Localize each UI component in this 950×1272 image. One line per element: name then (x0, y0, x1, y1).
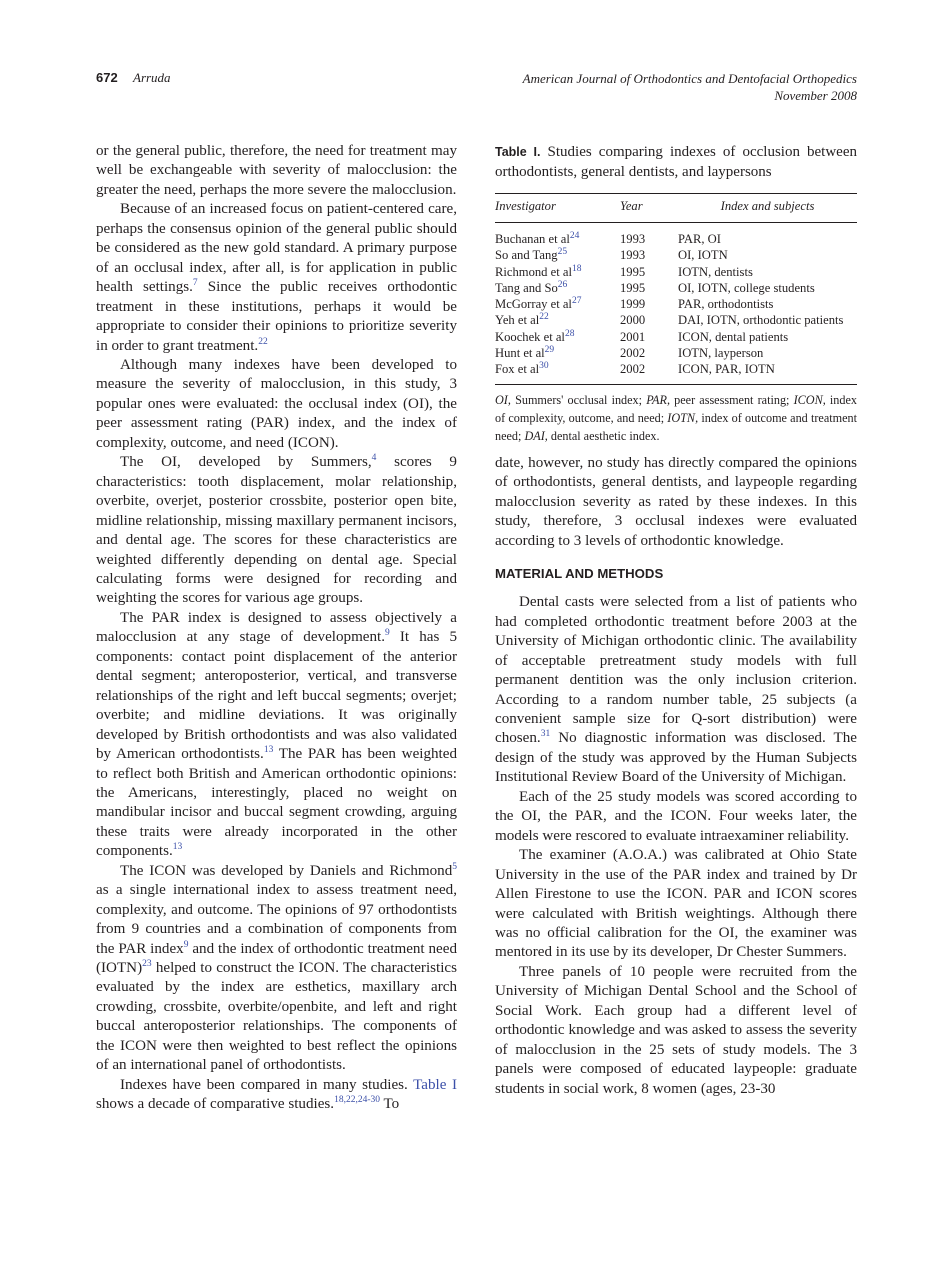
citation[interactable]: 27 (571, 296, 582, 306)
table-row (495, 329, 857, 345)
table-1 (495, 142, 857, 445)
citation[interactable]: 4 (371, 453, 377, 464)
paragraph: date, however, no study has directly compared the opinions of orthodontists, general dentists, and laypeople regarding malocclusion severity as rated by these indexes. In this study, therefore, 3 occlusal indexes were evaluated according to 3 levels of orthodontic knowledge. (495, 455, 857, 549)
table-label: Table I. (495, 145, 541, 159)
page-number: 672 (96, 70, 118, 85)
cell-year: 2000 (620, 313, 646, 328)
paragraph: Three panels of 10 people were recruited from the University of Michigan Dental School and the School of Social Work. Each group had a different level of orthodontic knowledge and was asked to assess the severity of malocclusion in the 25 sets of study models. The 3 panels were composed of educated laypeople: graduate students in social work, 8 women (ages, 23-30 (495, 963, 857, 1097)
table-row (495, 247, 857, 263)
table-footnote: OI, Summers' occlusal index; PAR, peer assessment rating; ICON, index of complexity, outcome, and need; IOTN, index of outcome and treatment need; DAI, dental aesthetic index. (495, 392, 857, 443)
citation[interactable]: 5 (452, 861, 457, 872)
paragraph: The ICON was developed by Daniels and Richmond$^5$ as a single international index to assess treatment need, complexity, and outcome. The opinions of 97 orthodontists from 9 countries and a combination of components from the PAR index$^9$ and the index of orthodontic treatment need (IOTN)$^{23}$ helped to construct the ICON. The characteristics evaluated by the index are esthetics, maxillary arch crowding, crossbite, overbite/openbite, and left and right buccal anteroposterior relationships. The components of the ICON were then weighted to best reflect the opinions of an international panel of orthodontists. (96, 861, 457, 1074)
cell-investigator: Koochek et al$^{28}$ (495, 328, 575, 344)
cell-investigator: Richmond et al$^{18}$ (495, 263, 582, 279)
table-row (495, 280, 857, 296)
citation[interactable]: 7 (192, 278, 198, 289)
paragraph: The PAR index is designed to assess objectively a malocclusion at any stage of development.$^9$ It has 5 components: contact point displacement of the anterior dental segment; anteroposterior, vertical, and transverse relationships of the right and left buccal segments; overjet; overbite; and midline deviations. It was originally developed by British orthodontists and was also validated by American orthodontists.$^{13}$ The PAR has been weighted to reflect both British and American orthodontic opinions: the Americans, interestingly, placed no weight on mandibular incisor and buccal segment crowding, arguing these traits were already incorporated in the other components.$^{13}$ (96, 609, 457, 860)
journal-title (523, 70, 857, 104)
cell-index: PAR, OI (678, 232, 721, 246)
section-heading: MATERIAL AND METHODS (495, 566, 664, 582)
citation[interactable]: 23 (142, 959, 152, 969)
cell-year: 2002 (620, 346, 646, 361)
cell-year: 1995 (620, 280, 646, 295)
table-row (495, 223, 857, 248)
right-column (495, 454, 857, 1099)
table-row (495, 264, 857, 280)
running-author: Arruda (133, 70, 171, 85)
cell-year: 1993 (620, 248, 646, 263)
table-row (495, 312, 857, 328)
citation[interactable]: 9 (183, 939, 189, 950)
cell-index: OI, IOTN, college students (678, 280, 815, 295)
cell-year: 1993 (620, 232, 646, 246)
citation[interactable]: 9 (385, 628, 390, 639)
header-year: Year (620, 194, 678, 223)
cell-investigator: Buchanan et al$^{24}$ (495, 230, 580, 246)
cell-year: 2001 (620, 329, 646, 344)
citation[interactable]: 13 (263, 745, 274, 756)
running-header (96, 70, 857, 110)
cell-investigator: McGorray et al$^{27}$ (495, 296, 582, 312)
cell-index: ICON, dental patients (678, 329, 789, 344)
cell-index: OI, IOTN (678, 248, 728, 263)
header-index: Index and subjects (678, 194, 857, 223)
citation[interactable]: 25 (557, 247, 568, 258)
cell-year: 1995 (620, 264, 646, 279)
paragraph: Indexes have been compared in many studies. Table I shows a decade of comparative studies.$^{18,22,24-30}$ To (96, 1076, 458, 1113)
paragraph: The examiner (A.O.A.) was calibrated at Ohio State University in the use of the PAR index and trained by Dr Allen Firestone to use the ICON. PAR and ICON scores were calculated with British weightings. Although there was no official calibration for the OI, the examiner was mentored in its use by its developer, Dr Chester Summers. (495, 847, 857, 961)
table-row (495, 345, 857, 361)
table-row (495, 361, 857, 383)
cell-index: PAR, orthodontists (678, 297, 774, 312)
issue-date: November 2008 (774, 88, 857, 103)
table-caption: Table I. Studies comparing indexes of occlusion between orthodontists, general dentists, and laypersons (495, 144, 857, 180)
citation[interactable]: 24 (569, 230, 580, 241)
left-column (96, 142, 457, 1115)
table-link[interactable]: Table I (413, 1076, 458, 1093)
cell-index: IOTN, dentists (678, 264, 753, 279)
citation[interactable]: 31 (540, 729, 551, 740)
cell-year: 1999 (620, 297, 646, 312)
journal-name: American Journal of Orthodontics and Dentofacial Orthopedics (522, 71, 857, 86)
cell-investigator: Hunt et al$^{29}$ (495, 344, 555, 361)
cell-index: ICON, PAR, IOTN (678, 362, 775, 377)
cell-investigator: Yeh et al$^{22}$ (495, 312, 549, 328)
citation[interactable]: 22 (258, 336, 268, 347)
paragraph: Although many indexes have been developed to measure the severity of malocclusion, in this study, 3 popular ones were evaluated: the occlusal index (OI), the peer assessment rating (PAR) index, and the index of complexity, outcome, and need (ICON). (96, 356, 457, 451)
paragraph: Because of an increased focus on patient-centered care, perhaps the consensus opinion of the general public should be considered as the new gold standard. A primary purpose of an occlusal index, after all, is for application in public health settings.$^7$ Since the public receives orthodontic treatment in these institutions, perhaps it would be appropriate to consider their opinions to prioritize severity in order to grant treatment.$^{22}$ (96, 201, 457, 354)
table-row (495, 296, 857, 312)
citation[interactable]: 13 (172, 842, 183, 853)
studies-table (495, 193, 857, 384)
cell-index: DAI, IOTN, orthodontic patients (678, 313, 844, 328)
citation[interactable]: 22 (539, 312, 549, 323)
citation[interactable]: 29 (544, 344, 555, 355)
paragraph: or the general public, therefore, the need for treatment may well be exchangeable with severity of malocclusion: the greater the need, perhaps the more severe the malocclusion. (96, 143, 457, 198)
citation[interactable]: 18,22,24-30 (334, 1095, 380, 1106)
paragraph: Dental casts were selected from a list of patients who had completed orthodontic treatment before 2003 at the University of Michigan orthodontic clinic. The availability of acceptable pretreatment study models with full permanent dentition was the only inclusion criterion. According to a random number table, 25 subjects (a convenient sample size for Q-sort distribution) were chosen.$^{31}$ No diagnostic information was disclosed. The design of the study was approved by the Human Subjects Institutional Review Board of the University of Michigan. (495, 594, 857, 786)
cell-investigator: Tang and So$^{26}$ (495, 279, 568, 295)
citation[interactable]: 18 (571, 263, 582, 274)
citation[interactable]: 28 (564, 328, 575, 339)
cell-investigator: Fox et al$^{30}$ (495, 361, 549, 377)
cell-index: IOTN, layperson (678, 346, 764, 361)
citation[interactable]: 26 (557, 279, 568, 290)
cell-investigator: So and Tang$^{25}$ (495, 247, 568, 263)
cell-year: 2002 (620, 362, 646, 377)
table-header-row (495, 194, 857, 223)
paragraph: Each of the 25 study models was scored according to the OI, the PAR, and the ICON. Four weeks later, the models were rescored to evaluate intraexaminer reliability. (495, 788, 857, 844)
paragraph: The OI, developed by Summers,$^4$ scores 9 characteristics: tooth displacement, molar relationship, overbite, overjet, posterior crossbite, posterior open bite, midline relationship, missing maxillary permanent incisors, and dental age. The scores for these characteristics are weighted differently depending on dental age. Special calculating forms were designed for recording and weighting the scores for various age groups. (96, 453, 457, 607)
citation[interactable]: 30 (539, 361, 549, 372)
table-rule (495, 384, 857, 385)
header-investigator: Investigator (495, 194, 620, 223)
